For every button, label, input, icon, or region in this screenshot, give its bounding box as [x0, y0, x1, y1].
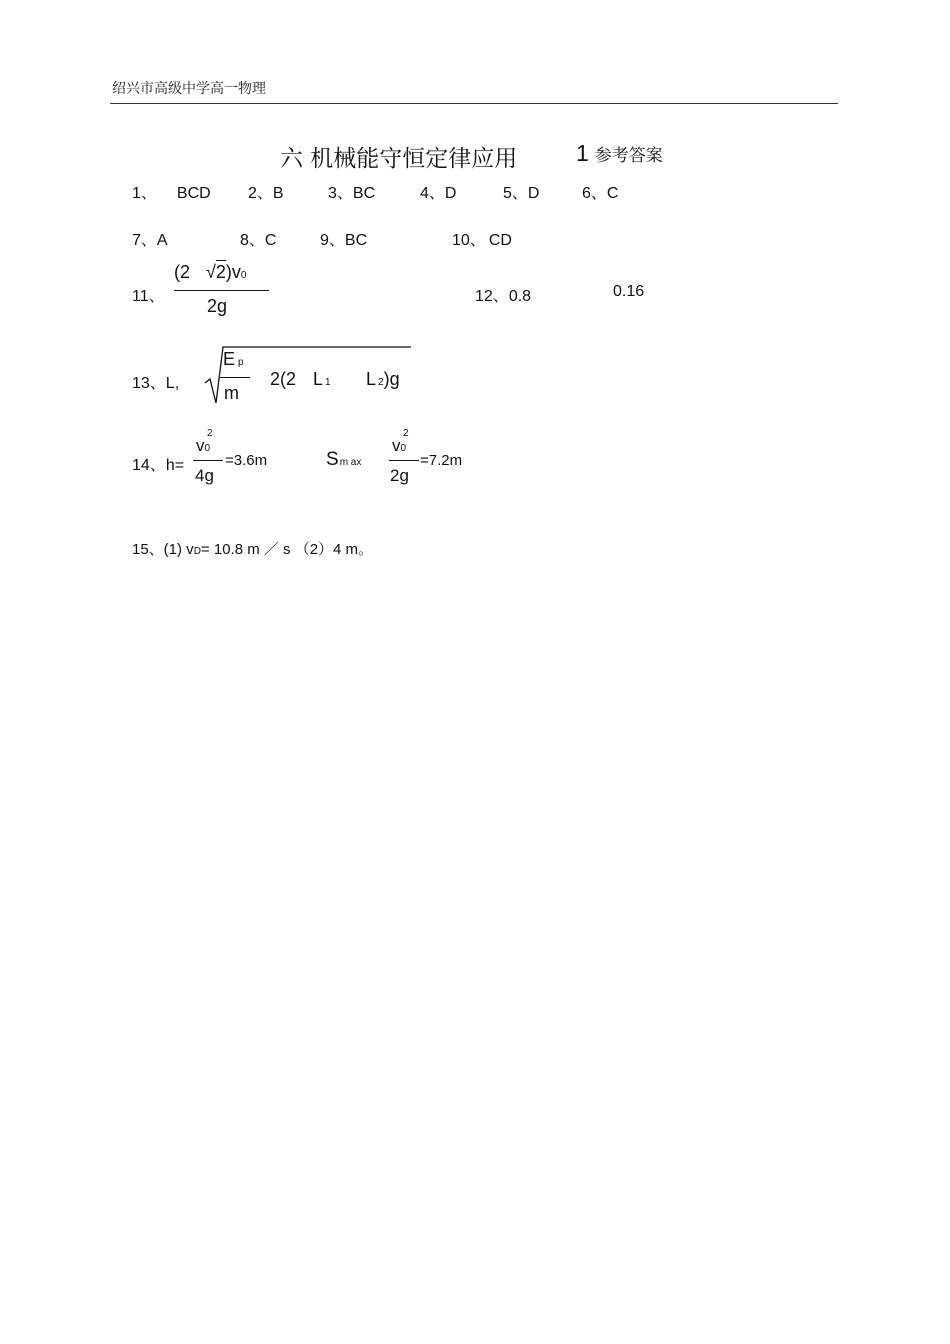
answer-label: 10、	[452, 232, 486, 249]
answer-15-subscript: D	[193, 546, 201, 557]
answer-14-result2: =7.2m	[420, 452, 463, 469]
answer-13-mid: 2(2	[270, 369, 297, 389]
answer-15-part1: 15、(1) v	[132, 541, 194, 558]
answer-value: BC	[344, 232, 368, 249]
title-number: 1	[576, 140, 589, 166]
answer-value: D	[527, 185, 540, 202]
answer-15-part2: = 10.8 m ／ s （2）4 m。	[200, 541, 374, 558]
s-symbol: S	[326, 449, 339, 470]
title-main: 六 机械能守恒定律应用	[280, 146, 518, 172]
answer-14-s	[326, 449, 361, 471]
answer-1	[132, 180, 211, 203]
answer-label: 3、	[328, 185, 353, 202]
frac1-numerator	[196, 436, 210, 456]
answer-label: 1、	[132, 185, 157, 202]
frac2-numerator-sup: 2	[403, 428, 409, 439]
answer-12-second: 0.16	[613, 283, 645, 300]
answer-10	[452, 227, 512, 250]
header-rule	[110, 103, 838, 104]
answer-value: 0.8	[508, 288, 532, 305]
answer-label: 9、	[320, 232, 345, 249]
l2-subscript: 2	[378, 377, 384, 388]
answer-4	[420, 180, 456, 203]
answer-9	[320, 227, 367, 250]
page-title	[280, 140, 517, 173]
frac2-numerator	[392, 436, 406, 456]
answer-label: 4、	[420, 185, 445, 202]
answer-value: A	[156, 232, 168, 249]
answer-13-l2	[366, 369, 400, 390]
answer-value: C	[606, 185, 619, 202]
title-suffix: 参考答案	[594, 146, 663, 166]
answer-2	[248, 180, 284, 203]
title-number-group	[576, 140, 663, 167]
answer-value: CD	[488, 232, 512, 249]
answer-label: 2、	[248, 185, 273, 202]
answer-value: BCD	[176, 185, 211, 202]
answer-6	[582, 180, 618, 203]
sqrt-symbol: √2	[206, 262, 226, 282]
answer-11-denominator: 2g	[207, 296, 228, 316]
frac1-denominator: 4g	[195, 466, 214, 485]
answer-label: 7、	[132, 232, 157, 249]
numerator-v: v	[196, 436, 205, 455]
fraction-bar	[193, 460, 223, 461]
numerator-open: (2	[174, 262, 191, 282]
answer-label: 6、	[582, 185, 607, 202]
fraction-bar	[174, 290, 269, 291]
frac-numerator-subscript: p	[238, 357, 244, 368]
answer-13-frac-num	[223, 349, 244, 370]
answer-13-l1	[313, 369, 331, 390]
fraction-bar	[220, 377, 250, 378]
page-header: 绍兴市高级中学高一物理	[112, 81, 266, 97]
l2-tail: )g	[383, 369, 400, 389]
answer-12	[475, 283, 531, 306]
answer-8	[240, 227, 276, 250]
s-subscript: m ax	[339, 457, 362, 468]
l1-subscript: 1	[325, 377, 331, 388]
answer-11-numerator	[174, 262, 246, 283]
numerator-v: v	[392, 436, 401, 455]
numerator-subscript: 0	[240, 270, 247, 281]
frac2-denominator: 2g	[390, 466, 409, 485]
answer-label: 5、	[503, 185, 528, 202]
answer-label: 12、	[475, 288, 509, 305]
l1-symbol: L	[313, 369, 324, 389]
answer-5	[503, 180, 539, 203]
frac-numerator: E	[223, 349, 236, 369]
answer-value: BC	[352, 185, 376, 202]
answer-15	[132, 538, 373, 559]
answer-14-label	[132, 452, 184, 475]
h-prefix: h=	[165, 457, 185, 474]
answer-7	[132, 227, 168, 250]
answer-14-result1: =3.6m	[225, 452, 268, 469]
fraction-bar	[389, 460, 419, 461]
answer-label: 14、	[132, 457, 166, 474]
answer-label: 8、	[240, 232, 265, 249]
frac1-numerator-sup: 2	[207, 428, 213, 439]
answer-value: D	[444, 185, 457, 202]
answer-13-frac-den: m	[224, 383, 239, 403]
l2-symbol: L	[366, 369, 377, 389]
numerator-subscript: 0	[400, 443, 407, 454]
numerator-close: )v	[225, 262, 241, 282]
sqrt-argument: 2	[215, 262, 226, 282]
answer-3	[328, 180, 375, 203]
answer-value: B	[272, 185, 284, 202]
answer-value: C	[264, 232, 277, 249]
numerator-subscript: 0	[204, 443, 211, 454]
answer-11-label: 11、	[132, 288, 165, 305]
answer-13-label: 13、L,	[132, 375, 180, 392]
